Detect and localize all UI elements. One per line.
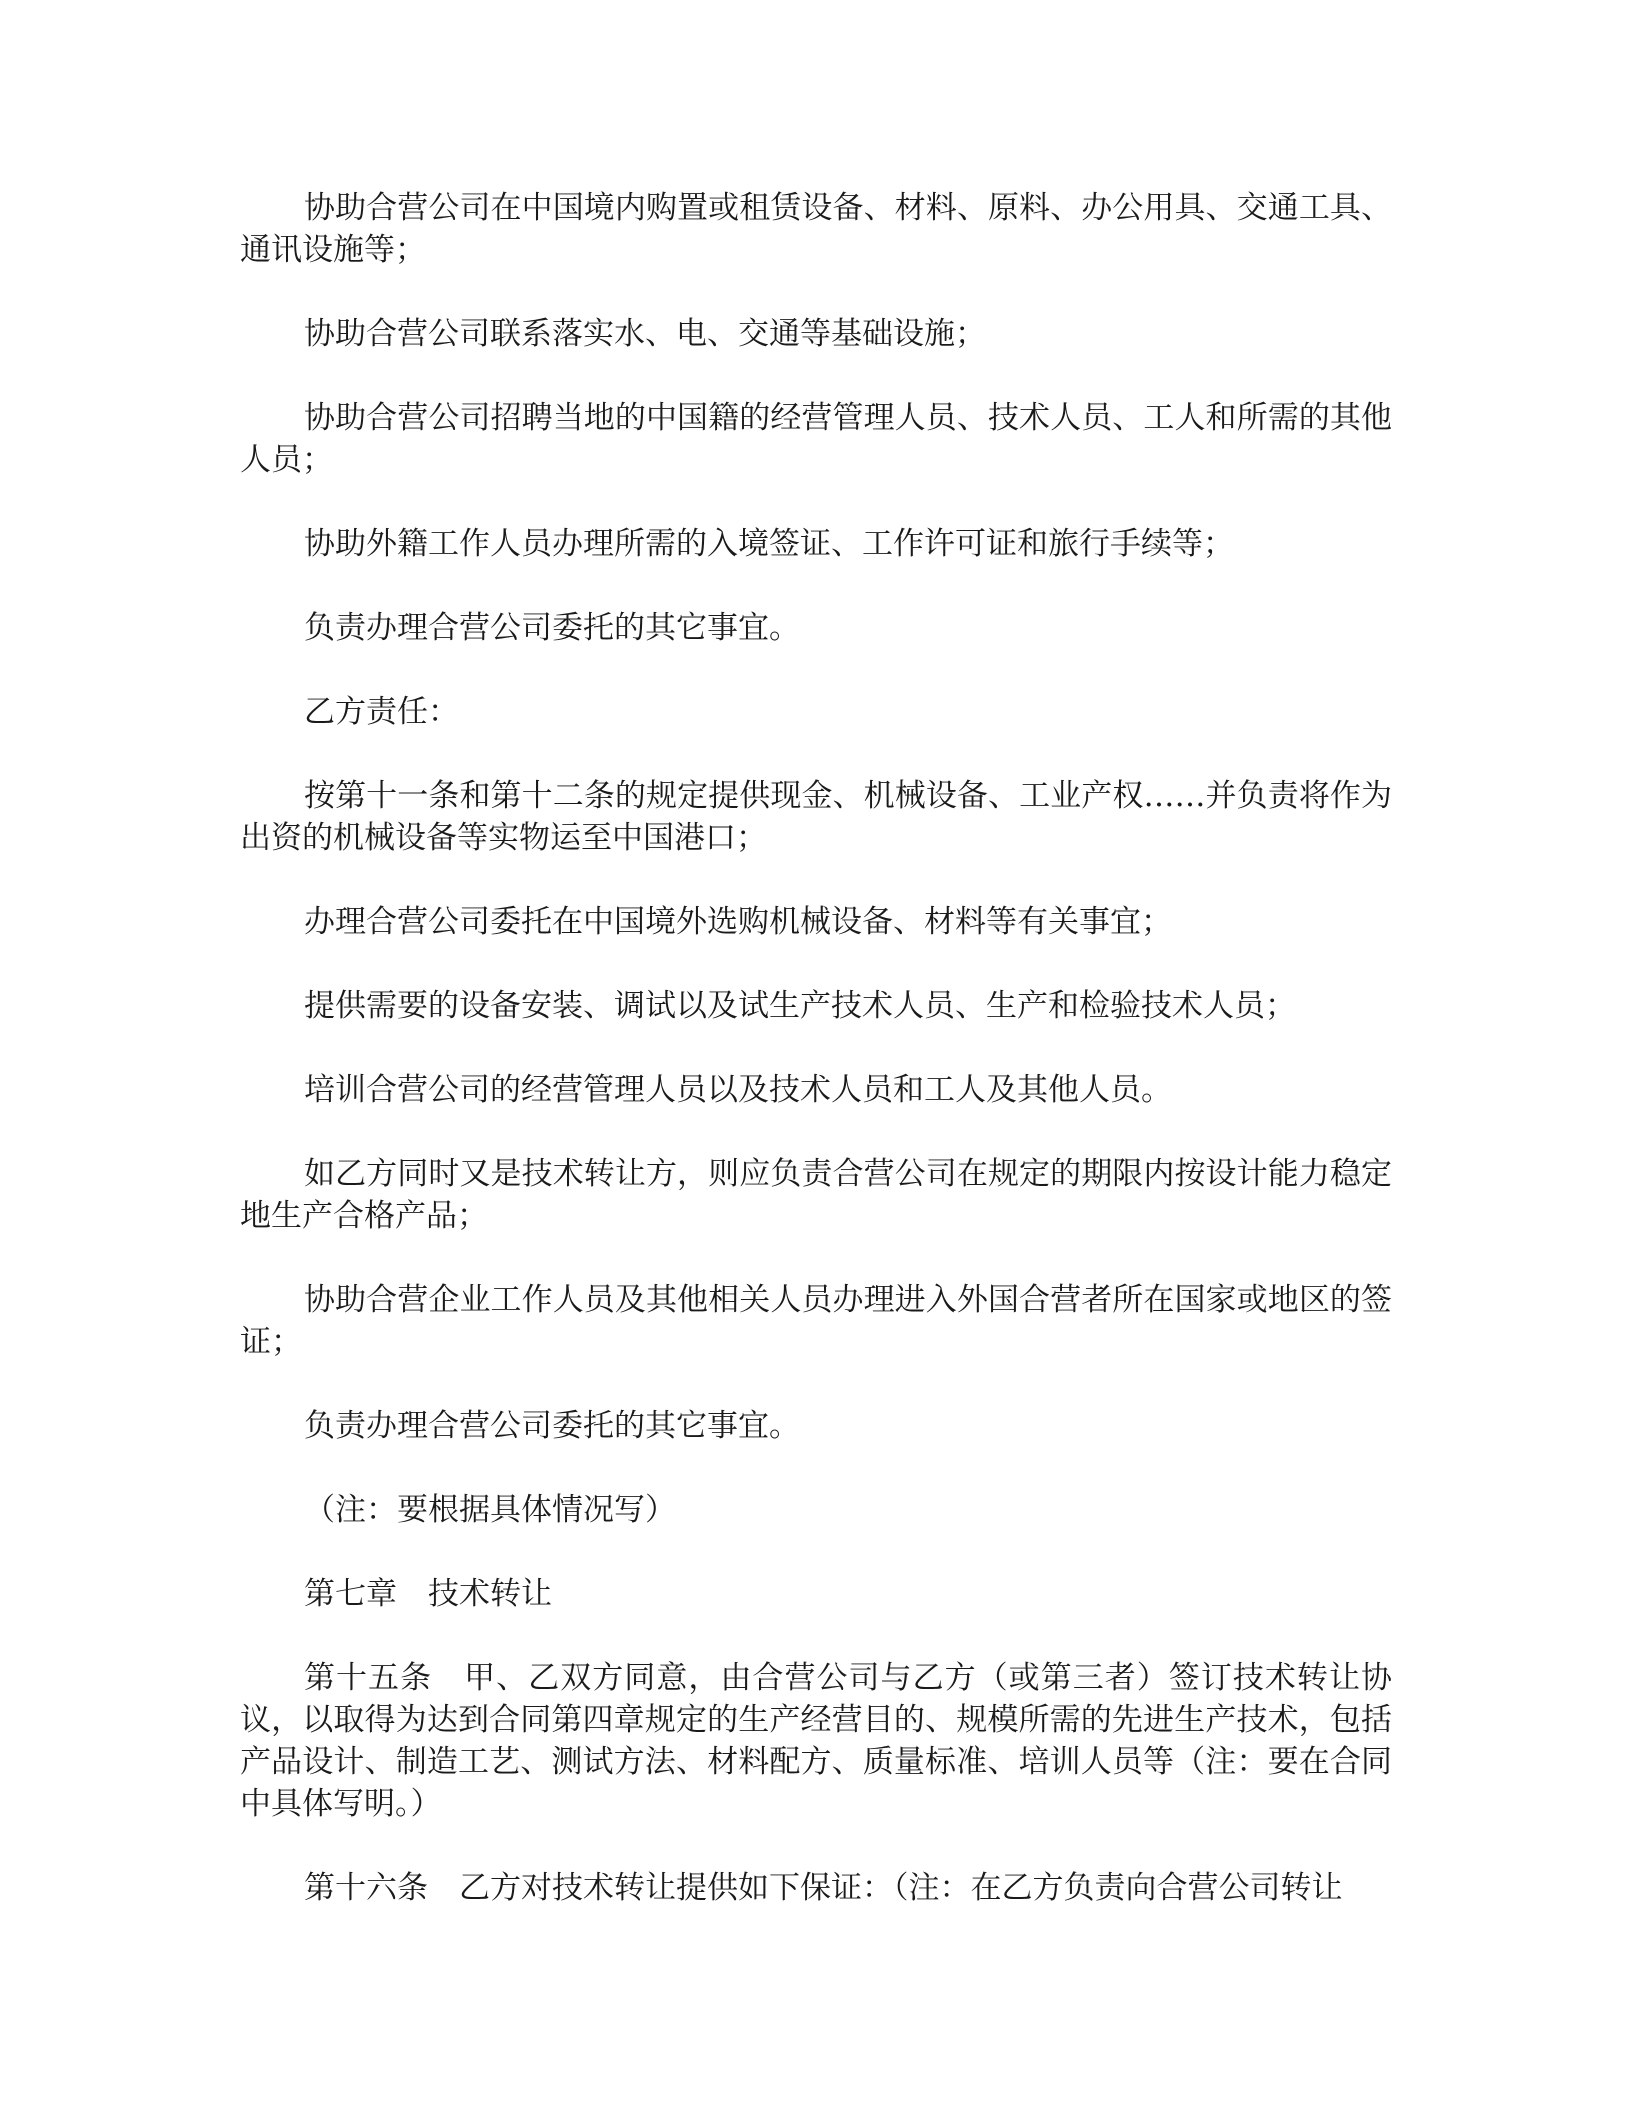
paragraph: 办理合营公司委托在中国境外选购机械设备、材料等有关事宜； [304, 904, 1172, 940]
paragraph: 协助合营企业工作人员及其他相关人员办理进入外国合营者所在国家或地区的签证； [240, 1282, 1392, 1360]
document-body [240, 187, 1392, 1951]
paragraph: 协助合营公司在中国境内购置或租赁设备、材料、原料、办公用具、交通工具、通讯设施等； [240, 190, 1392, 268]
note: （注：要根据具体情况写） [304, 1492, 676, 1528]
paragraph: 协助合营公司招聘当地的中国籍的经营管理人员、技术人员、工人和所需的其他人员； [240, 400, 1392, 478]
paragraph: 协助合营公司联系落实水、电、交通等基础设施； [304, 316, 986, 352]
section-heading-party-b-responsibility: 乙方责任： [304, 694, 459, 730]
article-15: 第十五条 甲、乙双方同意，由合营公司与乙方（或第三者）签订技术转让协议，以取得为达到合同第四章规定的生产经营目的、规模所需的先进生产技术，包括产品设计、制造工艺、测试方法、材料配方、质量标准、培训人员等（注：要在合同中具体写明。） [240, 1660, 1392, 1822]
paragraph: 提供需要的设备安装、调试以及试生产技术人员、生产和检验技术人员； [304, 988, 1296, 1024]
chapter-heading: 第七章 技术转让 [304, 1576, 552, 1612]
article-16: 第十六条 乙方对技术转让提供如下保证：（注：在乙方负责向合营公司转让 [304, 1870, 1343, 1906]
paragraph: 如乙方同时又是技术转让方，则应负责合营公司在规定的期限内按设计能力稳定地生产合格产品； [240, 1156, 1392, 1234]
paragraph: 协助外籍工作人员办理所需的入境签证、工作许可证和旅行手续等； [304, 526, 1234, 562]
paragraph: 负责办理合营公司委托的其它事宜。 [304, 1408, 800, 1444]
paragraph: 按第十一条和第十二条的规定提供现金、机械设备、工业产权……并负责将作为出资的机械设备等实物运至中国港口； [240, 778, 1392, 856]
paragraph: 负责办理合营公司委托的其它事宜。 [304, 610, 800, 646]
paragraph: 培训合营公司的经营管理人员以及技术人员和工人及其他人员。 [304, 1072, 1172, 1108]
